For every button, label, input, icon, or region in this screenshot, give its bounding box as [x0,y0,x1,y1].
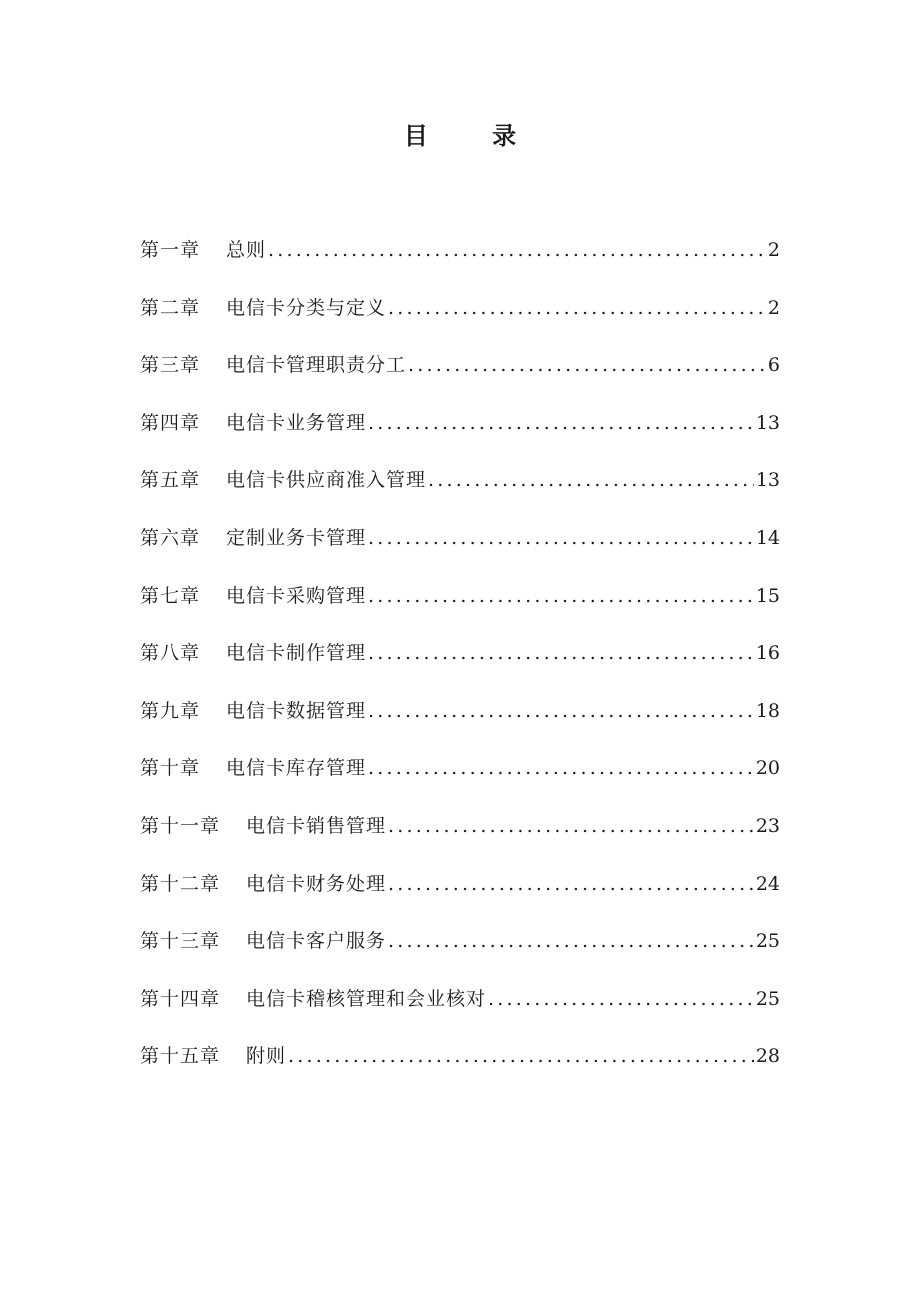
toc-page-number: 13 [755,411,780,434]
toc-dot-leader [408,345,766,385]
toc-dot-leader [388,806,754,846]
toc-chapter-title: 电信卡分类与定义 [226,296,387,319]
toc-chapter-number: 第十四章 [140,987,221,1010]
toc-chapter-number: 第十一章 [140,814,221,837]
toc-page-number: 6 [767,354,780,377]
toc-page-number: 25 [755,987,780,1010]
toc-chapter-number: 第八章 [140,642,201,665]
toc-entry[interactable] [140,921,780,979]
toc-chapter-title: 电信卡销售管理 [246,814,387,837]
toc-dot-leader [368,691,754,731]
toc-entry[interactable] [140,691,780,749]
toc-chapter-number: 第一章 [140,239,201,261]
toc-dot-leader [388,921,754,961]
toc-page-number: 24 [755,872,780,895]
toc-entry[interactable] [140,806,780,864]
toc-entry[interactable] [140,1036,780,1094]
toc-dot-leader [428,460,754,500]
toc-entry[interactable] [140,748,780,806]
toc-dot-leader [268,230,766,270]
toc-dot-leader [368,576,754,616]
toc-dot-leader [288,1036,754,1076]
toc-chapter-number: 第四章 [140,411,201,434]
toc-page-number: 13 [755,469,780,492]
toc-chapter-title: 电信卡业务管理 [226,411,367,434]
toc-chapter-number: 第十五章 [140,1045,221,1068]
toc-chapter-number: 第七章 [140,584,201,607]
toc-page-number: 16 [755,642,780,665]
toc-chapter-number: 第九章 [140,699,201,722]
toc-entry[interactable] [140,576,780,634]
toc-chapter-title: 定制业务卡管理 [226,526,367,549]
toc-chapter-number: 第二章 [140,296,201,319]
toc-page-number: 14 [755,526,780,549]
toc-chapter-number: 第五章 [140,469,201,492]
toc-dot-leader [488,979,754,1019]
toc-entry[interactable] [140,864,780,922]
toc-entry[interactable] [140,633,780,691]
toc-chapter-title: 电信卡采购管理 [226,584,367,607]
toc-entry[interactable] [140,345,780,403]
toc-dot-leader [368,403,754,443]
toc-chapter-number: 第十二章 [140,872,221,895]
toc-dot-leader [388,864,754,904]
toc-chapter-title: 电信卡制作管理 [226,642,367,665]
toc-chapter-title: 总则 [226,239,267,261]
toc-chapter-number: 第十章 [140,757,201,780]
toc-page-number: 2 [767,296,780,319]
toc-page-number: 18 [755,699,780,722]
toc-entry[interactable] [140,403,780,461]
toc-page-number: 2 [767,239,780,261]
toc-page-number: 15 [755,584,780,607]
toc-chapter-number: 第十三章 [140,930,221,953]
toc-dot-leader [368,518,754,558]
toc-page-number: 25 [755,930,780,953]
toc-chapter-title: 电信卡稽核管理和会业核对 [246,987,487,1010]
toc-page-number: 20 [755,757,780,780]
toc-chapter-title: 电信卡财务处理 [246,872,387,895]
toc-chapter-number: 第六章 [140,526,201,549]
toc-chapter-title: 电信卡供应商准入管理 [226,469,427,492]
toc-entry[interactable] [140,518,780,576]
toc-page-number: 23 [755,814,780,837]
toc-page-number: 28 [755,1045,780,1068]
toc-chapter-number: 第三章 [140,354,201,377]
toc-chapter-title: 电信卡管理职责分工 [226,354,407,377]
table-of-contents [140,230,780,1094]
toc-entry[interactable] [140,230,780,288]
toc-dot-leader [388,288,766,328]
toc-dot-leader [368,633,754,673]
page-title: 目 录 [403,121,545,150]
toc-chapter-title: 电信卡数据管理 [226,699,367,722]
toc-chapter-title: 附则 [246,1045,287,1068]
toc-dot-leader [368,748,754,788]
toc-chapter-title: 电信卡客户服务 [246,930,387,953]
toc-entry[interactable] [140,979,780,1037]
toc-entry[interactable] [140,288,780,346]
toc-entry[interactable] [140,460,780,518]
toc-chapter-title: 电信卡库存管理 [226,757,367,780]
